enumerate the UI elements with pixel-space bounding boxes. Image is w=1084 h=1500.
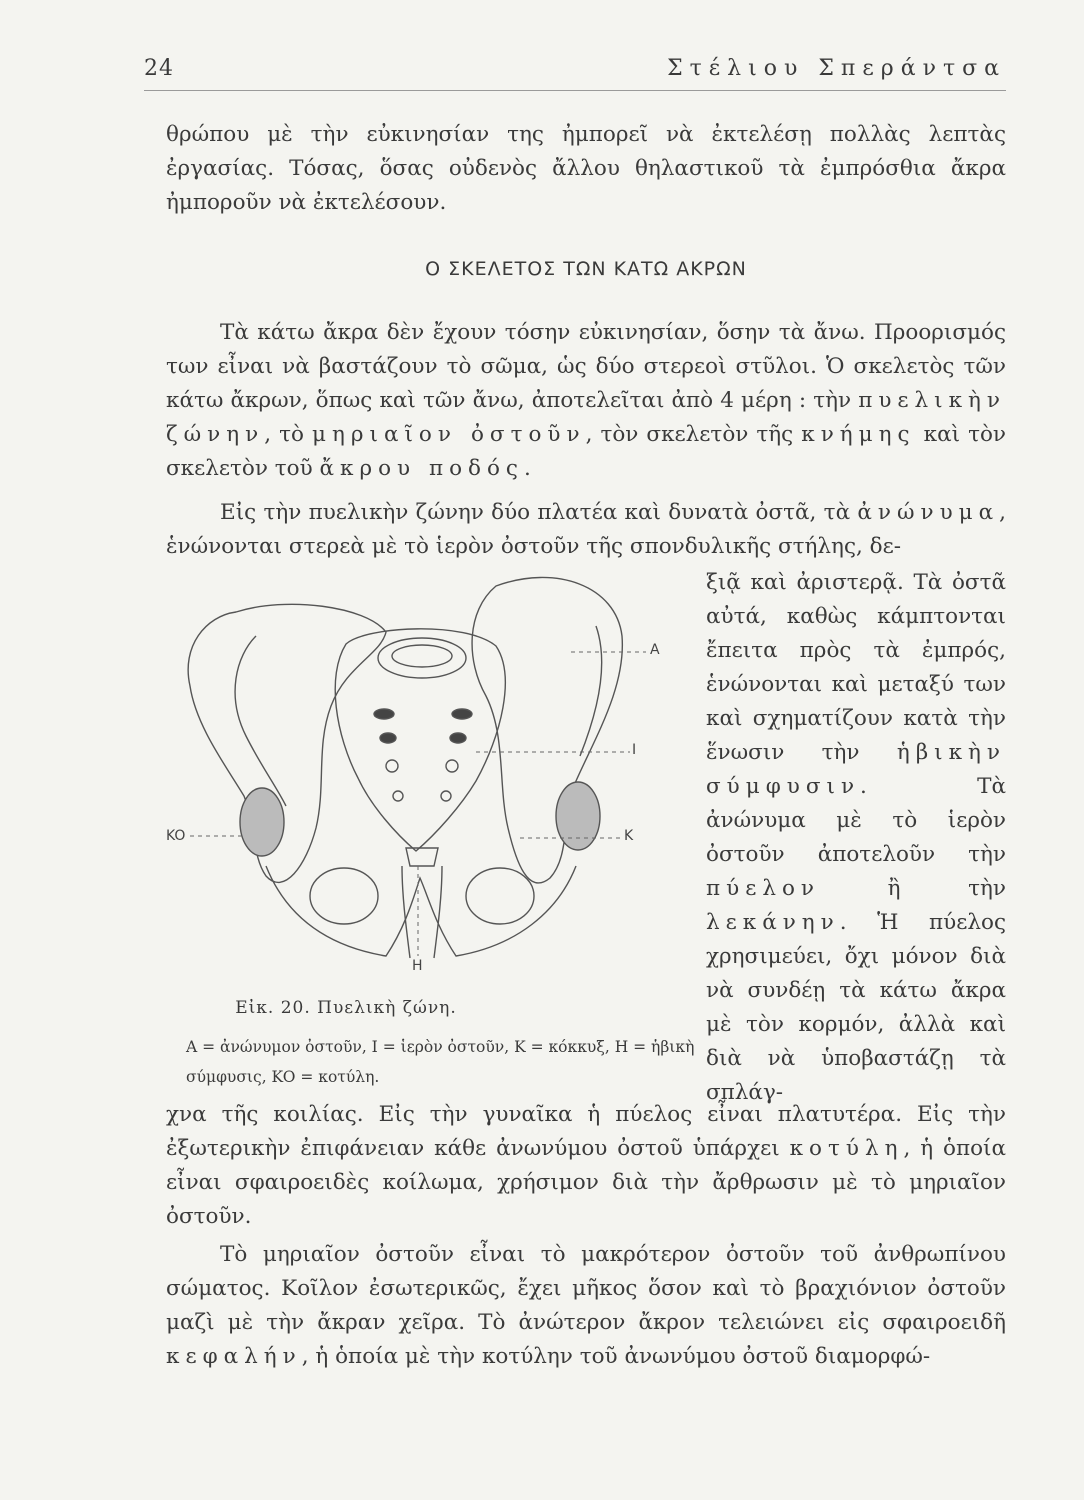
intro-paragraph: θρώπου μὲ τὴν εὐκινησίαν της ἠμπορεῖ νὰ ἐκτελέσῃ πολλὰς λεπτὰς ἐργασίας. Τόσας, ὅσας οὐδενὸς ἄλλου θηλαστικοῦ τὰ ἐμπρόσθια ἄκρα ἠμποροῦν νὰ ἐκτελέσουν. <box>166 122 1006 215</box>
wrap-column-text <box>706 566 1006 1110</box>
spaced-term: πυελικὴν ζώνην <box>166 388 1006 447</box>
paragraph-text: , ἡ ὁποία μὲ τὴν κοτύλην τοῦ ἀνωνύμου ὀστοῦ διαμορφώ- <box>301 1344 931 1369</box>
figure-caption-title: Εἰκ. 20. Πυελικὴ ζώνη. <box>235 998 457 1018</box>
paragraph-text: καὶ τὸν σκελετὸν τοῦ <box>166 422 1006 481</box>
figure-label-h: H <box>412 958 423 974</box>
paragraph-text: ἢ τὴν <box>887 876 1006 901</box>
paragraph-text: Τὸ μηριαῖον ὀστοῦν εἶναι τὸ μακρότερον ὀστοῦν τοῦ ἀνθρωπίνου σώματος. Κοῖλον ἐσωτερικῶς, ἔχει μῆκος ὅσον καὶ τὸ βραχιόνιον ὀστοῦν μαζὶ μὲ τὴν ἄκραν χεῖρα. Τὸ ἀνώτερον ἄκρον τελειώνει εἰς σφαιροειδῆ <box>166 1242 1006 1335</box>
page-number: 24 <box>144 56 174 81</box>
running-header <box>144 50 1006 91</box>
spaced-term: κεφαλήν <box>166 1344 302 1369</box>
pelvis-figure <box>166 566 696 1086</box>
running-title: Στέλιου Σπεράντσα <box>667 56 1006 81</box>
paragraph-text: , ἡ ὁποία εἶναι σφαιροειδὲς κοίλωμα, χρήσιμον διὰ τὴν ἄρθρωσιν μὲ τὸ μηριαῖον ὀστοῦν. <box>166 1136 1006 1229</box>
figure-label-a: A <box>650 642 660 658</box>
paragraph-text: . Ἡ πύελος χρησιμεύει, ὄχι μόνον διὰ νὰ συνδέῃ τὰ κάτω ἄκρα μὲ τὸν κορμόν, ἀλλὰ καὶ διὰ νὰ ὑποβαστάζῃ τὰ σπλάγ- <box>706 910 1006 1105</box>
spaced-term: μηριαῖον ὀστοῦν <box>312 422 586 447</box>
paragraph-text: χνα τῆς κοιλίας. Εἰς τὴν γυναῖκα ἡ πύελος εἶναι πλατυτέρα. Εἰς τὴν ἐξωτερικὴν ἐπιφάνειαν κάθε ἀνωνύμου ὀστοῦ ὑπάρχει <box>166 1102 1006 1161</box>
spaced-term: λεκάνην <box>706 910 840 935</box>
pelvis-illustration <box>166 566 696 996</box>
paragraph-text: ξιᾷ καὶ ἀριστερᾷ. Τὰ ὀστᾶ αὐτά, καθὼς κάμπτονται ἔπειτα πρὸς τὰ ἐμπρός, ἑνώνονται καὶ μεταξύ των καὶ σχηματίζουν κατὰ τὴν ἕνωσιν τὴν <box>706 570 1006 765</box>
paragraph-text: , τὸν σκελετὸν τῆς <box>585 422 794 447</box>
paragraph-text: Τὰ κάτω ἄκρα δὲν ἔχουν τόσην εὐκινησίαν, ὅσην τὰ ἄνω. Προορισμός των εἶναι νὰ βαστάζουν τὸ σῶμα, ὡς δύο στερεοὶ στῦλοι. Ὁ σκελετὸς τῶν κάτω ἄκρων, ὅπως καὶ τῶν ἄνω, ἀποτελεῖται ἀπὸ 4 μέρη : τὴν <box>166 320 1006 413</box>
section-heading: Ο ΣΚΕΛΕΤΟΣ ΤΩΝ ΚΑΤΩ ΑΚΡΩΝ <box>425 258 747 280</box>
paragraph-lower-limbs <box>166 316 1006 486</box>
paragraph-text: , ἑνώνονται στερεὰ μὲ τὸ ἱερὸν ὀστοῦν τῆς σπονδυλικῆς στήλης, δε- <box>166 500 1006 559</box>
spaced-term: πύελον <box>706 876 820 901</box>
paragraph-text: . <box>523 456 531 481</box>
paragraph-femur <box>166 1238 1006 1374</box>
paragraph-pelvic-girdle <box>166 496 1006 564</box>
paragraph-text: , τὸ <box>264 422 304 447</box>
figure-label-k: K <box>624 828 634 844</box>
paragraph-text: . Τὰ ἀνώνυμα μὲ τὸ ἱερὸν ὀστοῦν ἀποτελοῦν τὴν <box>706 774 1006 867</box>
spaced-term: κοτύλη <box>789 1136 904 1161</box>
spaced-term: ἀνώνυμα <box>857 500 1000 525</box>
figure-label-ko: KO <box>166 828 186 844</box>
figure-label-i: I <box>632 742 637 758</box>
spaced-term: ἡβικὴν σύμφυσιν <box>706 740 1006 799</box>
figure-caption-legend: A = ἀνώνυμον ὀστοῦν, I = ἱερὸν ὀστοῦν, K = κόκκυξ, H = ἡβικὴ σύμφυσις, KO = κοτύλη. <box>186 1038 695 1086</box>
paragraph-acetabulum <box>166 1098 1006 1234</box>
spaced-term: ἄκρου ποδός <box>319 456 524 481</box>
paragraph-text: Εἰς τὴν πυελικὴν ζώνην δύο πλατέα καὶ δυνατὰ ὀστᾶ, τὰ <box>220 500 851 525</box>
spaced-term: κνήμης <box>801 422 916 447</box>
